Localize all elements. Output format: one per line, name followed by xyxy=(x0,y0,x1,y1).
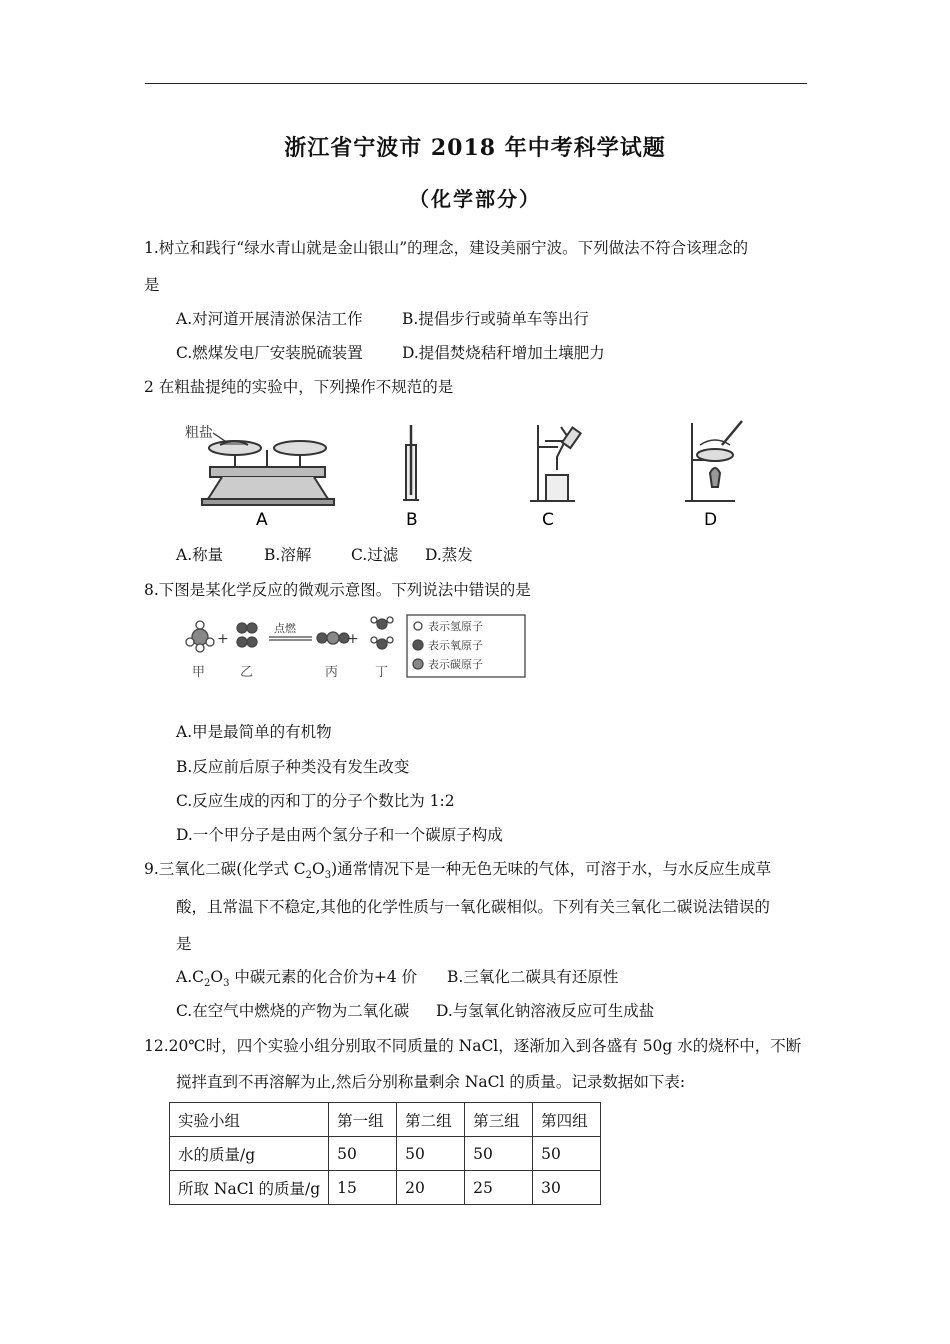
filtration-illustration xyxy=(530,425,581,501)
q9-option-a: $A.C_2O_3$ 中碳元素的化合价为+4 价 xyxy=(176,968,418,990)
q2-option-c: C.过滤 xyxy=(351,546,399,564)
name-bing: 丙 xyxy=(325,665,339,680)
reaction-condition: 点燃 xyxy=(274,622,296,635)
table-cell: 第三组 xyxy=(465,1103,533,1137)
q1-option-b: B.提倡步行或骑单车等出行 xyxy=(402,310,589,328)
q2-apparatus-figure xyxy=(180,415,760,535)
q1-option-d: D.提倡焚烧秸秆增加土壤肥力 xyxy=(402,344,605,362)
q9-option-d: D.与氢氧化钠溶液反应可生成盐 xyxy=(436,1002,655,1020)
q2-stem: 2 在粗盐提纯的实验中，下列操作不规范的是 xyxy=(144,378,454,396)
figure-label-b: B xyxy=(406,510,418,530)
q8-option-a: A.甲是最简单的有机物 xyxy=(176,723,332,741)
table-cell: 20 xyxy=(397,1171,465,1205)
table-cell: 第二组 xyxy=(397,1103,465,1137)
figure-label-a: A xyxy=(256,510,268,530)
table-cell: 25 xyxy=(465,1171,533,1205)
table-cell: 15 xyxy=(329,1171,397,1205)
q8-reaction-figure xyxy=(182,612,532,687)
q9-stem-line3: 是 xyxy=(176,935,192,953)
table-header-row xyxy=(170,1103,601,1137)
q2-option-b: B.溶解 xyxy=(264,546,312,564)
plus-sign-2: + xyxy=(347,631,359,647)
name-yi: 乙 xyxy=(240,665,254,680)
q9-option-b: B.三氧化二碳具有还原性 xyxy=(447,968,619,986)
page-subtitle: （化学部分） xyxy=(409,187,541,211)
q1-stem-line1: 1.树立和践行“绿水青山就是金山银山”的理念，建设美丽宁波。下列做法不符合该理念的 xyxy=(144,239,749,257)
q12-stem-line1: 12.20℃时，四个实验小组分别取不同质量的 NaCl，逐渐加入到各盛有 50g 水的烧杯中，不断 xyxy=(144,1037,802,1055)
legend-hydrogen: 表示氢原子 xyxy=(428,620,483,633)
q8-stem: 8.下图是某化学反应的微观示意图。下列说法中错误的是 xyxy=(144,581,531,599)
figure-label-c: C xyxy=(542,510,554,530)
q9-stem-line1: 9.三氧化二碳(化学式 $C_2O_3$)通常情况下是一种无色无味的气体，可溶于水，与水反应生成草 xyxy=(144,860,772,882)
q8-option-c: C.反应生成的丙和丁的分子个数比为 1:2 xyxy=(176,792,455,810)
q12-data-table xyxy=(169,1102,601,1205)
legend-carbon: 表示碳原子 xyxy=(428,658,483,671)
table-cell: 水的质量/g xyxy=(170,1137,329,1171)
q2-option-d: D.蒸发 xyxy=(425,546,473,564)
q2-option-a: A.称量 xyxy=(176,546,224,564)
q1-option-a: A.对河道开展清淤保洁工作 xyxy=(176,310,363,328)
page-title: 浙江省宁波市 2018 年中考科学试题 xyxy=(284,135,666,161)
table-cell: 第四组 xyxy=(533,1103,601,1137)
figure-label-d: D xyxy=(704,510,718,530)
legend-oxygen: 表示氧原子 xyxy=(428,639,483,652)
table-row xyxy=(170,1137,601,1171)
table-cell: 30 xyxy=(533,1171,601,1205)
header-rule xyxy=(145,83,807,84)
balance-illustration xyxy=(202,441,334,505)
table-cell: 第一组 xyxy=(329,1103,397,1137)
table-cell: 50 xyxy=(397,1137,465,1171)
table-cell: 实验小组 xyxy=(170,1103,329,1137)
measuring-cylinder-illustration xyxy=(403,425,419,500)
table-cell: 50 xyxy=(533,1137,601,1171)
name-jia: 甲 xyxy=(192,665,206,680)
plus-sign-1: + xyxy=(217,631,229,647)
evaporation-illustration xyxy=(685,421,742,501)
salt-label: 粗盐 xyxy=(185,425,213,441)
q9-stem-line2: 酸，且常温下不稳定,其他的化学性质与一氧化碳相似。下列有关三氧化二碳说法错误的 xyxy=(176,898,770,916)
table-cell: 50 xyxy=(329,1137,397,1171)
q8-option-b: B.反应前后原子种类没有发生改变 xyxy=(176,758,410,776)
q8-option-d: D.一个甲分子是由两个氢分子和一个碳原子构成 xyxy=(176,826,503,844)
q1-option-c: C.燃煤发电厂安装脱硫装置 xyxy=(176,344,363,362)
q12-stem-line2: 搅拌直到不再溶解为止,然后分别称量剩余 NaCl 的质量。记录数据如下表: xyxy=(176,1073,686,1091)
q1-stem-line2: 是 xyxy=(144,276,160,294)
table-row xyxy=(170,1171,601,1205)
name-ding: 丁 xyxy=(375,665,389,680)
table-cell: 所取 NaCl 的质量/g xyxy=(170,1171,329,1205)
q9-option-c: C.在空气中燃烧的产物为二氧化碳 xyxy=(176,1002,410,1020)
table-cell: 50 xyxy=(465,1137,533,1171)
